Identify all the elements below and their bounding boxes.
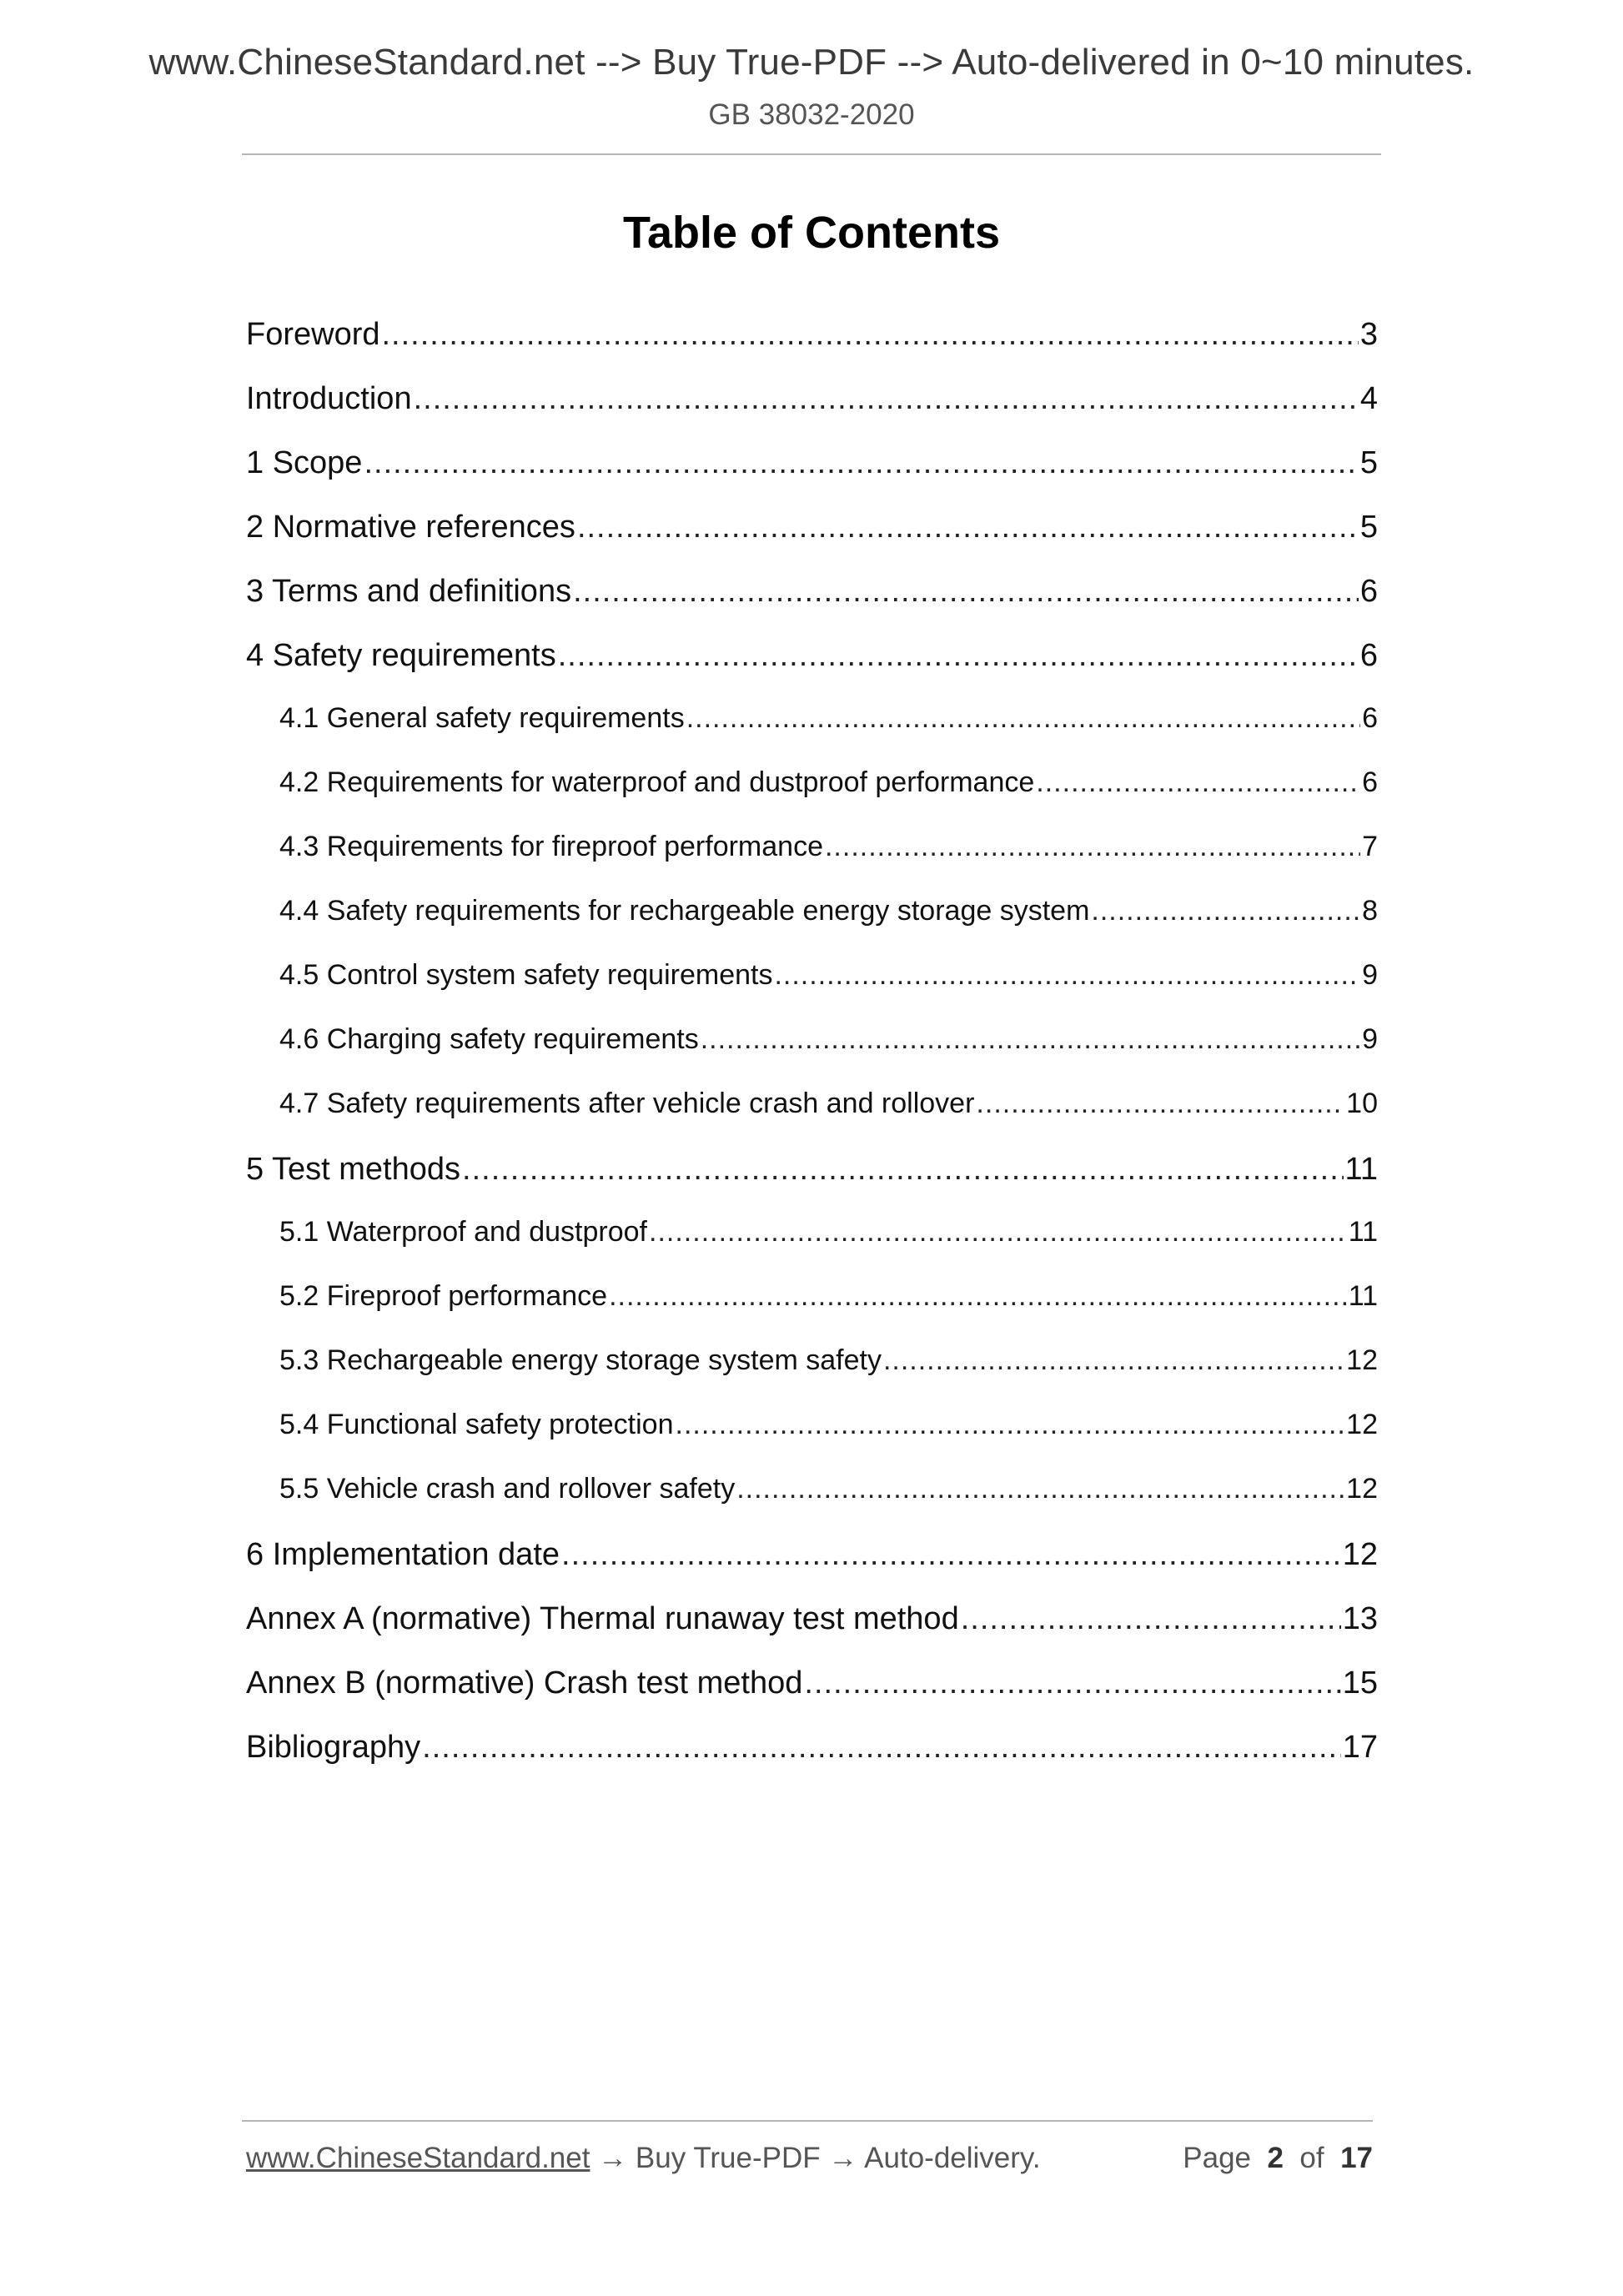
toc-entry-label: Annex B (normative) Crash test method xyxy=(246,1665,803,1701)
toc-entry-page: 12 xyxy=(1346,1409,1378,1440)
toc-entry-label: 4.3 Requirements for fireproof performance xyxy=(279,831,823,862)
toc-leader-dots xyxy=(736,1473,1344,1505)
page-total: 17 xyxy=(1340,2142,1373,2174)
toc-entry[interactable] xyxy=(246,638,1378,702)
toc-entry-page: 8 xyxy=(1362,895,1378,927)
toc-entry-label: 4.2 Requirements for waterproof and dustproof performance xyxy=(279,766,1035,798)
toc-entry-page: 12 xyxy=(1346,1473,1378,1505)
toc-entry-label: 4.7 Safety requirements after vehicle crash and rollover xyxy=(279,1088,975,1119)
page-title: Table of Contents xyxy=(623,208,1000,258)
toc-leader-dots xyxy=(577,510,1359,545)
toc-entry[interactable] xyxy=(246,1088,1378,1152)
toc-leader-dots xyxy=(976,1088,1344,1120)
toc-entry-page: 5 xyxy=(1359,510,1378,545)
toc-entry-label: 4 Safety requirements xyxy=(246,638,556,673)
toc-leader-dots xyxy=(1036,766,1360,799)
toc-leader-dots xyxy=(676,1409,1345,1441)
toc-entry[interactable] xyxy=(246,381,1378,445)
toc-entry-label: 4.4 Safety requirements for rechargeable energy storage system xyxy=(279,895,1090,927)
toc-entry[interactable] xyxy=(246,895,1378,959)
toc-leader-dots xyxy=(609,1280,1347,1313)
toc-leader-dots xyxy=(364,445,1358,481)
toc-entry-label: 2 Normative references xyxy=(246,510,575,545)
toc-entry[interactable] xyxy=(246,1601,1378,1665)
toc-leader-dots xyxy=(701,1023,1360,1056)
toc-entry-label: Bibliography xyxy=(246,1730,421,1765)
toc-entry-page: 9 xyxy=(1362,959,1378,991)
toc-entry-page: 10 xyxy=(1346,1088,1378,1119)
toc-entry[interactable] xyxy=(246,959,1378,1023)
toc-leader-dots xyxy=(382,317,1359,353)
toc-leader-dots xyxy=(414,381,1359,417)
header-divider xyxy=(242,153,1381,155)
toc-entry[interactable] xyxy=(246,1409,1378,1473)
toc-entry-page: 5 xyxy=(1359,445,1378,480)
toc-entry-label: 5.5 Vehicle crash and rollover safety xyxy=(279,1473,736,1505)
toc-leader-dots xyxy=(573,574,1359,610)
toc-leader-dots xyxy=(686,702,1360,735)
toc-entry-label: 4.1 General safety requirements xyxy=(279,702,685,734)
toc-entry-label: Foreword xyxy=(246,317,380,352)
toc-entry[interactable] xyxy=(246,510,1378,574)
toc-entry[interactable] xyxy=(246,1023,1378,1088)
toc-entry-page: 6 xyxy=(1359,638,1378,673)
toc-leader-dots xyxy=(961,1601,1341,1637)
toc-entry-label: 4.6 Charging safety requirements xyxy=(279,1023,699,1055)
toc-entry[interactable] xyxy=(246,1344,1378,1409)
toc-entry[interactable] xyxy=(246,1280,1378,1344)
toc-entry[interactable] xyxy=(246,1473,1378,1537)
toc-leader-dots xyxy=(825,831,1360,863)
toc-entry[interactable] xyxy=(246,766,1378,831)
footer-left xyxy=(246,2142,1041,2175)
toc-leader-dots xyxy=(558,638,1359,674)
toc-leader-dots xyxy=(804,1665,1340,1701)
toc-entry-page: 11 xyxy=(1344,1152,1378,1187)
page-footer xyxy=(246,2142,1373,2175)
toc-entry-label: 5.4 Functional safety protection xyxy=(279,1409,674,1440)
toc-entry[interactable] xyxy=(246,1730,1378,1794)
toc-entry-page: 11 xyxy=(1348,1280,1378,1312)
toc-entry-page: 11 xyxy=(1348,1216,1378,1248)
toc-leader-dots xyxy=(649,1216,1347,1248)
toc-entry-label: 6 Implementation date xyxy=(246,1537,560,1572)
page-current: 2 xyxy=(1267,2142,1284,2174)
toc-entry[interactable] xyxy=(246,702,1378,766)
toc-entry-label: 3 Terms and definitions xyxy=(246,574,572,609)
toc-entry-page: 12 xyxy=(1346,1344,1378,1376)
toc-entry-page: 6 xyxy=(1359,574,1378,609)
toc-entry[interactable] xyxy=(246,831,1378,895)
toc-entry[interactable] xyxy=(246,1216,1378,1280)
toc-entry-label: 5.3 Rechargeable energy storage system safety xyxy=(279,1344,882,1376)
header-url-line: www.ChineseStandard.net --> Buy True-PDF --> Auto-delivered in 0~10 minutes. xyxy=(148,42,1475,83)
toc-entry-label: Annex A (normative) Thermal runaway test method xyxy=(246,1601,959,1636)
table-of-contents xyxy=(246,317,1378,1794)
toc-entry[interactable] xyxy=(246,317,1378,381)
toc-entry-page: 6 xyxy=(1362,702,1378,734)
toc-entry-page: 3 xyxy=(1359,317,1378,352)
standard-code: GB 38032-2020 xyxy=(708,98,915,131)
footer-tagline: → Buy True-PDF → Auto-delivery. xyxy=(590,2142,1041,2174)
toc-entry[interactable] xyxy=(246,1537,1378,1601)
toc-entry-page: 7 xyxy=(1362,831,1378,862)
toc-entry-label: 5 Test methods xyxy=(246,1152,461,1187)
toc-leader-dots xyxy=(561,1537,1341,1573)
page-of: of xyxy=(1299,2142,1324,2174)
toc-entry-label: 5.1 Waterproof and dustproof xyxy=(279,1216,648,1248)
toc-leader-dots xyxy=(774,959,1360,992)
toc-entry-label: 1 Scope xyxy=(246,445,363,480)
toc-entry-label: 4.5 Control system safety requirements xyxy=(279,959,773,991)
toc-entry[interactable] xyxy=(246,574,1378,638)
toc-entry-page: 9 xyxy=(1362,1023,1378,1055)
toc-entry-page: 15 xyxy=(1342,1665,1378,1701)
toc-entry-label: 5.2 Fireproof performance xyxy=(279,1280,608,1312)
toc-entry-label: Introduction xyxy=(246,381,412,416)
footer-divider xyxy=(242,2120,1373,2122)
toc-leader-dots xyxy=(1091,895,1360,927)
toc-leader-dots xyxy=(462,1152,1344,1188)
page-number xyxy=(1183,2142,1373,2175)
toc-leader-dots xyxy=(422,1730,1341,1766)
toc-entry-page: 4 xyxy=(1359,381,1378,416)
page-prefix: Page xyxy=(1183,2142,1252,2174)
toc-leader-dots xyxy=(883,1344,1344,1377)
toc-entry-page: 6 xyxy=(1362,766,1378,798)
toc-entry-page: 12 xyxy=(1342,1537,1378,1572)
toc-entry[interactable] xyxy=(246,1665,1378,1730)
toc-entry[interactable] xyxy=(246,445,1378,510)
toc-entry[interactable] xyxy=(246,1152,1378,1216)
toc-entry-page: 13 xyxy=(1342,1601,1378,1636)
footer-site-link[interactable]: www.ChineseStandard.net xyxy=(246,2142,590,2174)
toc-entry-page: 17 xyxy=(1342,1730,1378,1765)
